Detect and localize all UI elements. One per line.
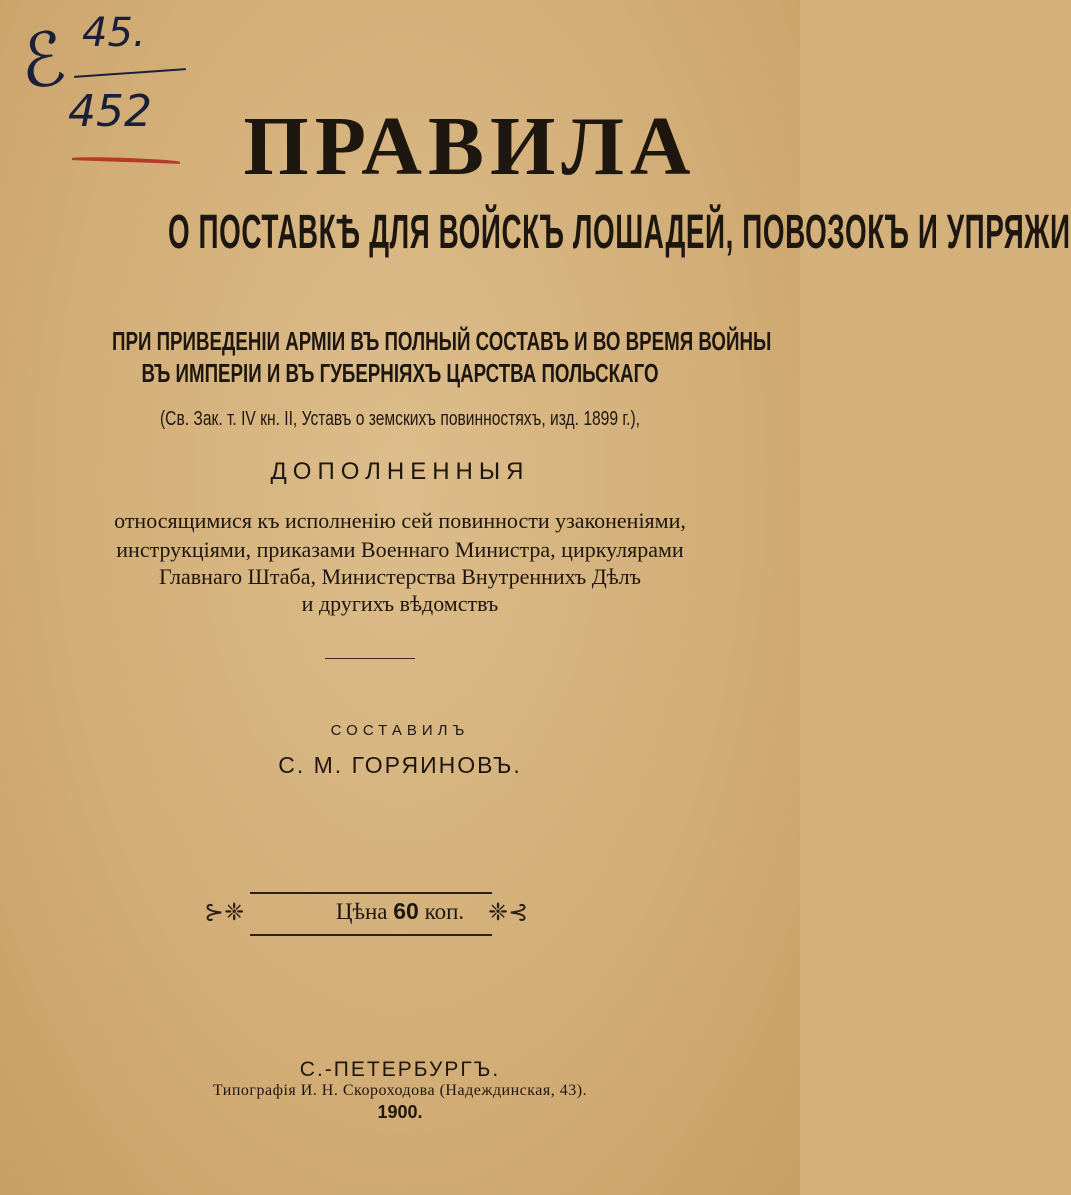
main-title: ПРАВИЛА: [243, 100, 697, 193]
price-rule-bottom: [250, 934, 492, 936]
imprint-year: 1900.: [377, 1102, 423, 1122]
legal-citation: (Св. Зак. т. IV кн. II, Уставъ о земскихъ повинностяхъ, изд. 1899 г.),: [159, 408, 641, 430]
imprint-printer: Типографія И. Н. Скороходова (Надеждинская, 43).: [212, 1082, 588, 1099]
author-name: С. М. ГОРЯИНОВЪ.: [278, 752, 522, 778]
handwritten-fraction-line: [74, 68, 186, 78]
section-divider: [325, 658, 415, 659]
ornament-left-icon: ⊱❈: [204, 900, 245, 926]
price: [0, 898, 800, 925]
handwritten-shelf-number-bottom: 452: [68, 86, 152, 137]
title-line-1: ПРИ ПРИВЕДЕНІИ АРМІИ ВЪ ПОЛНЫЙ СОСТАВЪ И ВО ВРЕМЯ ВОЙНЫ: [112, 326, 772, 356]
supplement-line: Главнаго Штаба, Министерства Внутреннихъ Дѣлъ: [158, 564, 642, 589]
title-line-2: ВЪ ИМПЕРІИ И ВЪ ГУБЕРНІЯХЪ ЦАРСТВА ПОЛЬСКАГО: [141, 358, 659, 388]
handwritten-shelf-letter: ℰ: [14, 15, 71, 107]
handwritten-shelf-number-top: 45.: [82, 10, 146, 56]
supplement-line: и другихъ вѣдомствъ: [301, 591, 499, 616]
subtitle: О ПОСТАВКѢ ДЛЯ ВОЙСКЪ ЛОШАДЕЙ, ПОВОЗОКЪ И УПРЯЖИ: [168, 206, 1071, 259]
price-suffix: коп.: [424, 899, 465, 924]
supplement-line: инструкціями, приказами Военнаго Министра, циркулярами: [116, 537, 684, 562]
price-amount: 60: [393, 898, 419, 924]
supplement-heading: ДОПОЛНЕННЫЯ: [270, 458, 530, 485]
ornament-right-icon: ❈⊰: [488, 900, 529, 926]
price-prefix: Цѣна: [335, 899, 388, 924]
compiler-label: СОСТАВИЛЪ: [330, 722, 470, 739]
imprint-city: С.-ПЕТЕРБУРГЪ.: [299, 1058, 501, 1081]
price-rule-top: [250, 892, 492, 894]
supplement-line: относящимися къ исполненію сей повинности узаконеніями,: [114, 508, 686, 533]
